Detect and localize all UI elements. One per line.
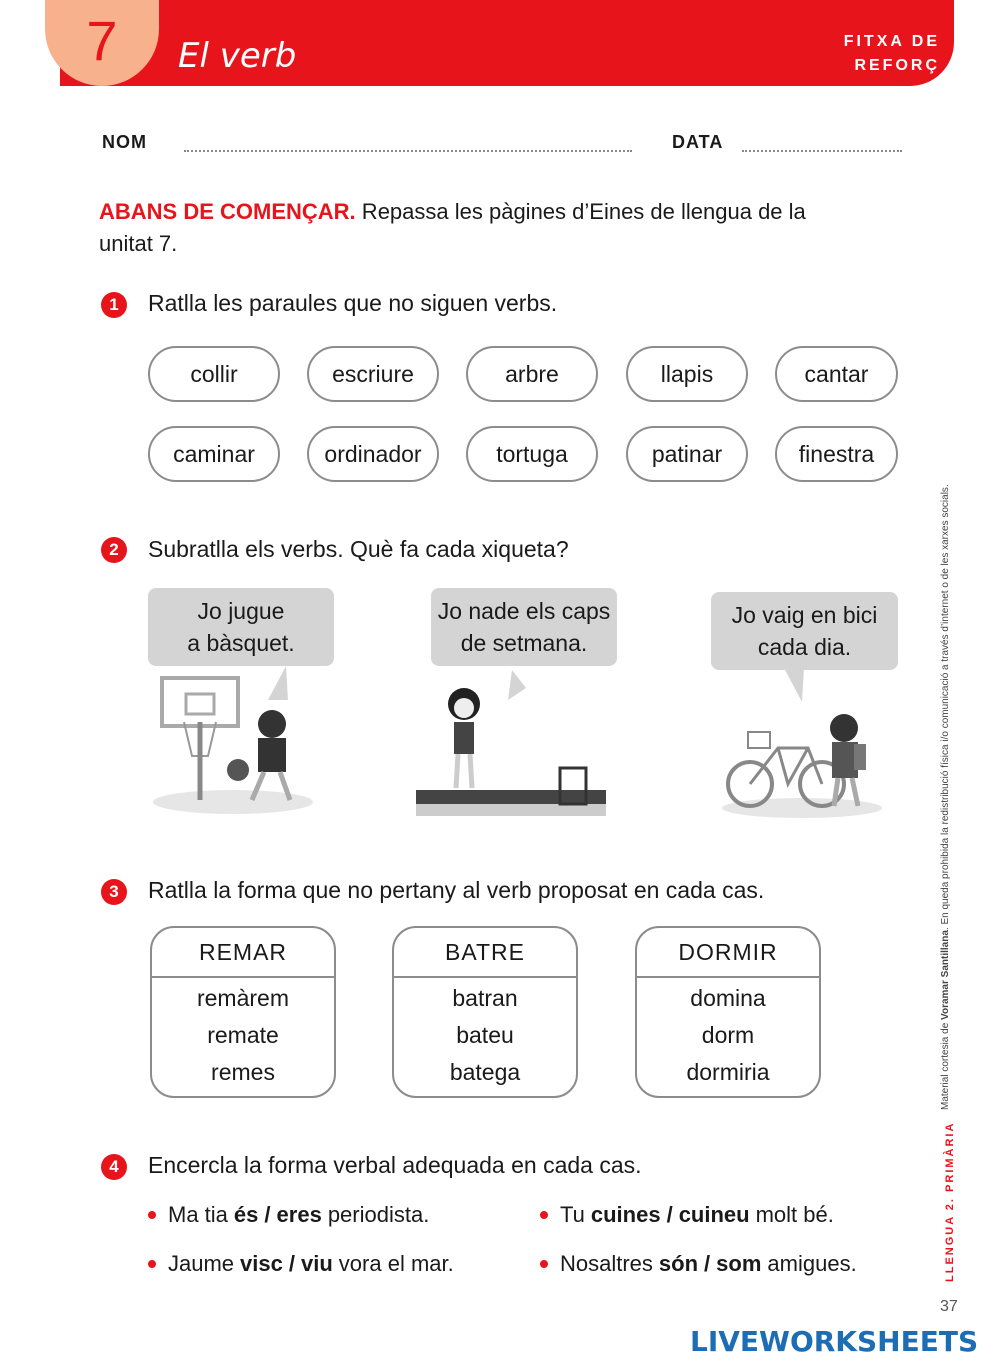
exercise-1-number: 1 xyxy=(101,292,127,318)
verb-box xyxy=(392,926,578,1098)
bullet xyxy=(540,1211,548,1219)
verb-option[interactable]: cuines xyxy=(590,1202,661,1227)
verb-option[interactable]: som xyxy=(716,1251,762,1276)
swimming-girl-illustration xyxy=(416,670,608,820)
brand-logo[interactable]: LIVEWORKSHEETS xyxy=(690,1325,979,1358)
verb-form[interactable]: domina xyxy=(690,985,766,1011)
word-pill[interactable]: escriure xyxy=(307,346,439,402)
speech-bubble xyxy=(431,588,617,666)
intro-body: Repassa les pàgines d’Eines de llengua de la unitat 7. xyxy=(99,199,806,256)
worksheet-tag: FITXA DE REFORÇ xyxy=(843,33,940,74)
exercise-1-instruction: Ratlla les paraules que no siguen verbs. xyxy=(148,290,558,316)
bubble-line[interactable]: cada dia. xyxy=(757,634,852,660)
verb-option[interactable]: cuineu xyxy=(678,1202,750,1227)
exercise-3-instruction: Ratlla la forma que no pertany al verb proposat en cada cas. xyxy=(148,877,765,903)
speech-bubble xyxy=(711,592,898,670)
word-pill[interactable]: patinar xyxy=(626,426,748,482)
bubble-line[interactable]: de setmana. xyxy=(460,630,588,656)
sentence-end: amigues. xyxy=(767,1251,857,1276)
verb-form[interactable]: remate xyxy=(207,1022,279,1048)
cycling-girl-illustration xyxy=(718,668,888,818)
bubble-line[interactable]: Jo vaig en bici xyxy=(731,602,878,628)
copyright-note xyxy=(940,430,951,1110)
option-separator: / xyxy=(264,1202,271,1227)
option-separator: / xyxy=(288,1251,295,1276)
verb-option[interactable]: visc xyxy=(240,1251,283,1276)
verb-box xyxy=(150,926,336,1098)
copyright-post: . En queda prohibida la redistribució física i/o comunicació a través d’internet o de les xarxes socials. xyxy=(940,484,951,931)
date-label: DATA xyxy=(672,132,724,152)
subject-label: LLENGUA 2. PRIMÀRIA xyxy=(944,1121,956,1282)
verb-option[interactable]: eres xyxy=(276,1202,322,1227)
verb-form[interactable]: batega xyxy=(449,1059,521,1085)
sentence xyxy=(148,1202,429,1228)
bubble-line[interactable]: a bàsquet. xyxy=(187,630,295,656)
word-pill[interactable]: arbre xyxy=(466,346,598,402)
sentence-start: Nosaltres xyxy=(560,1251,653,1276)
intro-highlight: ABANS DE COMENÇAR. xyxy=(99,199,356,224)
word-pill[interactable]: tortuga xyxy=(466,426,598,482)
verb-form[interactable]: dormiria xyxy=(686,1059,770,1085)
option-separator: / xyxy=(704,1251,711,1276)
sentence-end: vora el mar. xyxy=(338,1251,454,1276)
verb-infinitive: REMAR xyxy=(152,928,334,978)
verb-option[interactable]: viu xyxy=(301,1251,333,1276)
sentence xyxy=(148,1251,454,1277)
sentence-end: periodista. xyxy=(327,1202,430,1227)
sentence-end: molt bé. xyxy=(755,1202,834,1227)
sentence-start: Jaume xyxy=(168,1251,235,1276)
word-pill[interactable]: cantar xyxy=(775,346,898,402)
verb-infinitive: BATRE xyxy=(394,928,576,978)
verb-form[interactable]: remes xyxy=(211,1059,275,1085)
speech-bubble xyxy=(148,588,334,666)
name-label: NOM xyxy=(102,132,147,152)
name-field[interactable] xyxy=(184,150,632,152)
verb-form[interactable]: dorm xyxy=(701,1022,755,1048)
sentence-start: Tu xyxy=(560,1202,585,1227)
verb-form[interactable]: remàrem xyxy=(196,985,289,1011)
verb-form[interactable]: bateu xyxy=(456,1022,514,1048)
sentence xyxy=(540,1251,857,1277)
exercise-3-number: 3 xyxy=(101,879,127,905)
verb-option[interactable]: són xyxy=(658,1251,699,1276)
verb-box xyxy=(635,926,821,1098)
option-separator: / xyxy=(666,1202,673,1227)
word-pill[interactable]: collir xyxy=(148,346,280,402)
verb-form[interactable]: batran xyxy=(452,985,518,1011)
word-pill[interactable]: caminar xyxy=(148,426,280,482)
copyright-brand: Voramar Santillana xyxy=(940,930,951,1020)
verb-infinitive: DORMIR xyxy=(637,928,819,978)
bubble-line[interactable]: Jo nade els caps xyxy=(437,598,611,624)
bullet xyxy=(148,1211,156,1219)
word-pill[interactable]: ordinador xyxy=(307,426,439,482)
sentence-start: Ma tia xyxy=(168,1202,228,1227)
intro-text xyxy=(99,196,819,260)
date-field[interactable] xyxy=(742,150,902,152)
word-pill[interactable]: llapis xyxy=(626,346,748,402)
page-number: 37 xyxy=(940,1298,958,1315)
exercise-4-instruction: Encercla la forma verbal adequada en cada cas. xyxy=(148,1152,642,1178)
verb-option[interactable]: és xyxy=(233,1202,259,1227)
page-title: El verb xyxy=(178,36,297,76)
exercise-2-instruction: Subratlla els verbs. Què fa cada xiqueta? xyxy=(148,536,569,562)
copyright-pre: Material cortesia de xyxy=(940,1019,951,1110)
bullet xyxy=(148,1260,156,1268)
basketball-girl-illustration xyxy=(148,660,338,820)
bubble-line[interactable]: Jo jugue xyxy=(197,598,285,624)
word-pill[interactable]: finestra xyxy=(775,426,898,482)
exercise-2-number: 2 xyxy=(101,537,127,563)
bullet xyxy=(540,1260,548,1268)
exercise-4-number: 4 xyxy=(101,1154,127,1180)
sentence xyxy=(540,1202,834,1228)
unit-number: 7 xyxy=(45,0,159,86)
